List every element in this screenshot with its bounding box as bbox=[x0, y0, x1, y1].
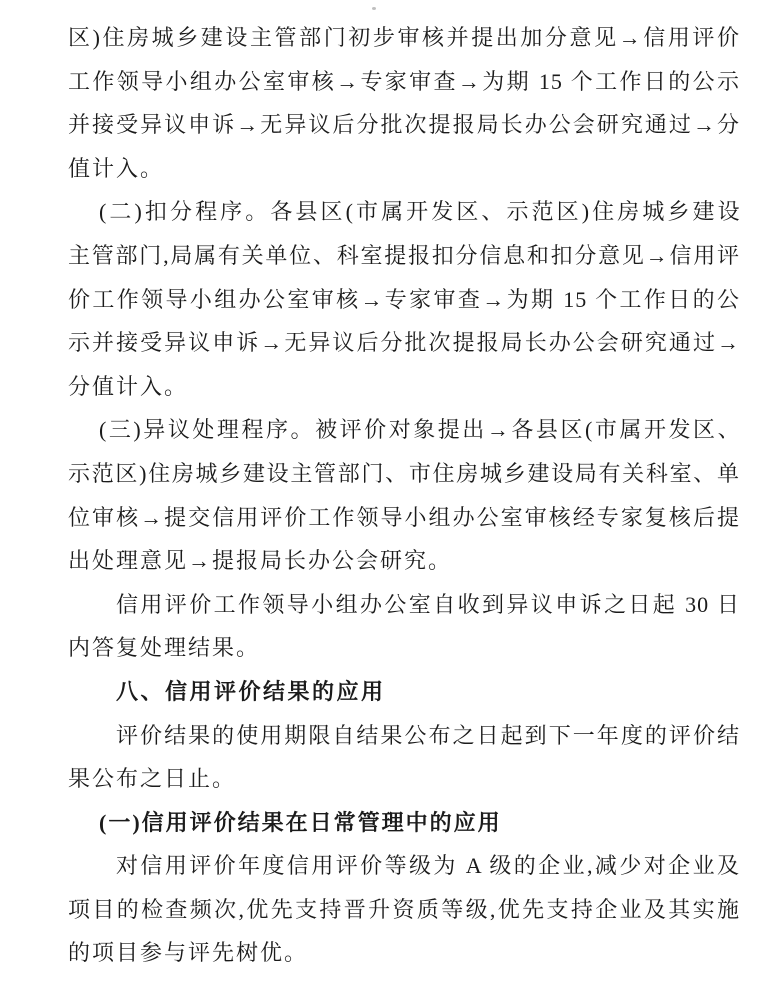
text-line: 主管部门,局属有关单位、科室提报扣分信息和扣分意见→信用评 bbox=[68, 242, 740, 268]
scan-speck-artifact bbox=[372, 7, 376, 10]
text-line: 值计入。 bbox=[68, 155, 165, 181]
text-line: 内答复处理结果。 bbox=[68, 635, 261, 661]
text-line: 价工作领导小组办公室审核→专家审查→为期 15 个工作日的公 bbox=[68, 286, 740, 312]
text-line: 位审核→提交信用评价工作领导小组办公室审核经专家复核后提 bbox=[68, 504, 740, 530]
heading-line: 八、信用评价结果的应用 bbox=[116, 678, 386, 704]
document-content bbox=[68, 16, 740, 975]
text-line: (三)异议处理程序。被评价对象提出→各县区(市属开发区、 bbox=[99, 417, 740, 443]
text-line: (二)扣分程序。各县区(市属开发区、示范区)住房城乡建设 bbox=[99, 199, 740, 225]
text-line: 并接受异议申诉→无异议后分批次提报局长办公会研究通过→分 bbox=[68, 112, 740, 138]
text-line: 果公布之日止。 bbox=[68, 766, 237, 792]
text-line: 区)住房城乡建设主管部门初步审核并提出加分意见→信用评价 bbox=[68, 25, 740, 50]
text-line: 示范区)住房城乡建设主管部门、市住房城乡建设局有关科室、单 bbox=[68, 460, 740, 486]
text-line: 分值计入。 bbox=[68, 373, 189, 399]
text-line: 评价结果的使用期限自结果公布之日起到下一年度的评价结 bbox=[116, 722, 740, 748]
heading-line: (一)信用评价结果在日常管理中的应用 bbox=[99, 809, 502, 835]
text-line: 出处理意见→提报局长办公会研究。 bbox=[68, 548, 453, 574]
text-line: 对信用评价年度信用评价等级为 A 级的企业,减少对企业及 bbox=[116, 853, 740, 879]
text-line: 示并接受异议申诉→无异议后分批次提报局长办公会研究通过→ bbox=[68, 330, 740, 356]
text-line: 信用评价工作领导小组办公室自收到异议申诉之日起 30 日 bbox=[116, 591, 740, 617]
text-line: 工作领导小组办公室审核→专家审查→为期 15 个工作日的公示 bbox=[68, 68, 740, 94]
text-line: 的项目参与评先树优。 bbox=[68, 940, 309, 966]
text-line: 项目的检查频次,优先支持晋升资质等级,优先支持企业及其实施 bbox=[68, 896, 740, 922]
